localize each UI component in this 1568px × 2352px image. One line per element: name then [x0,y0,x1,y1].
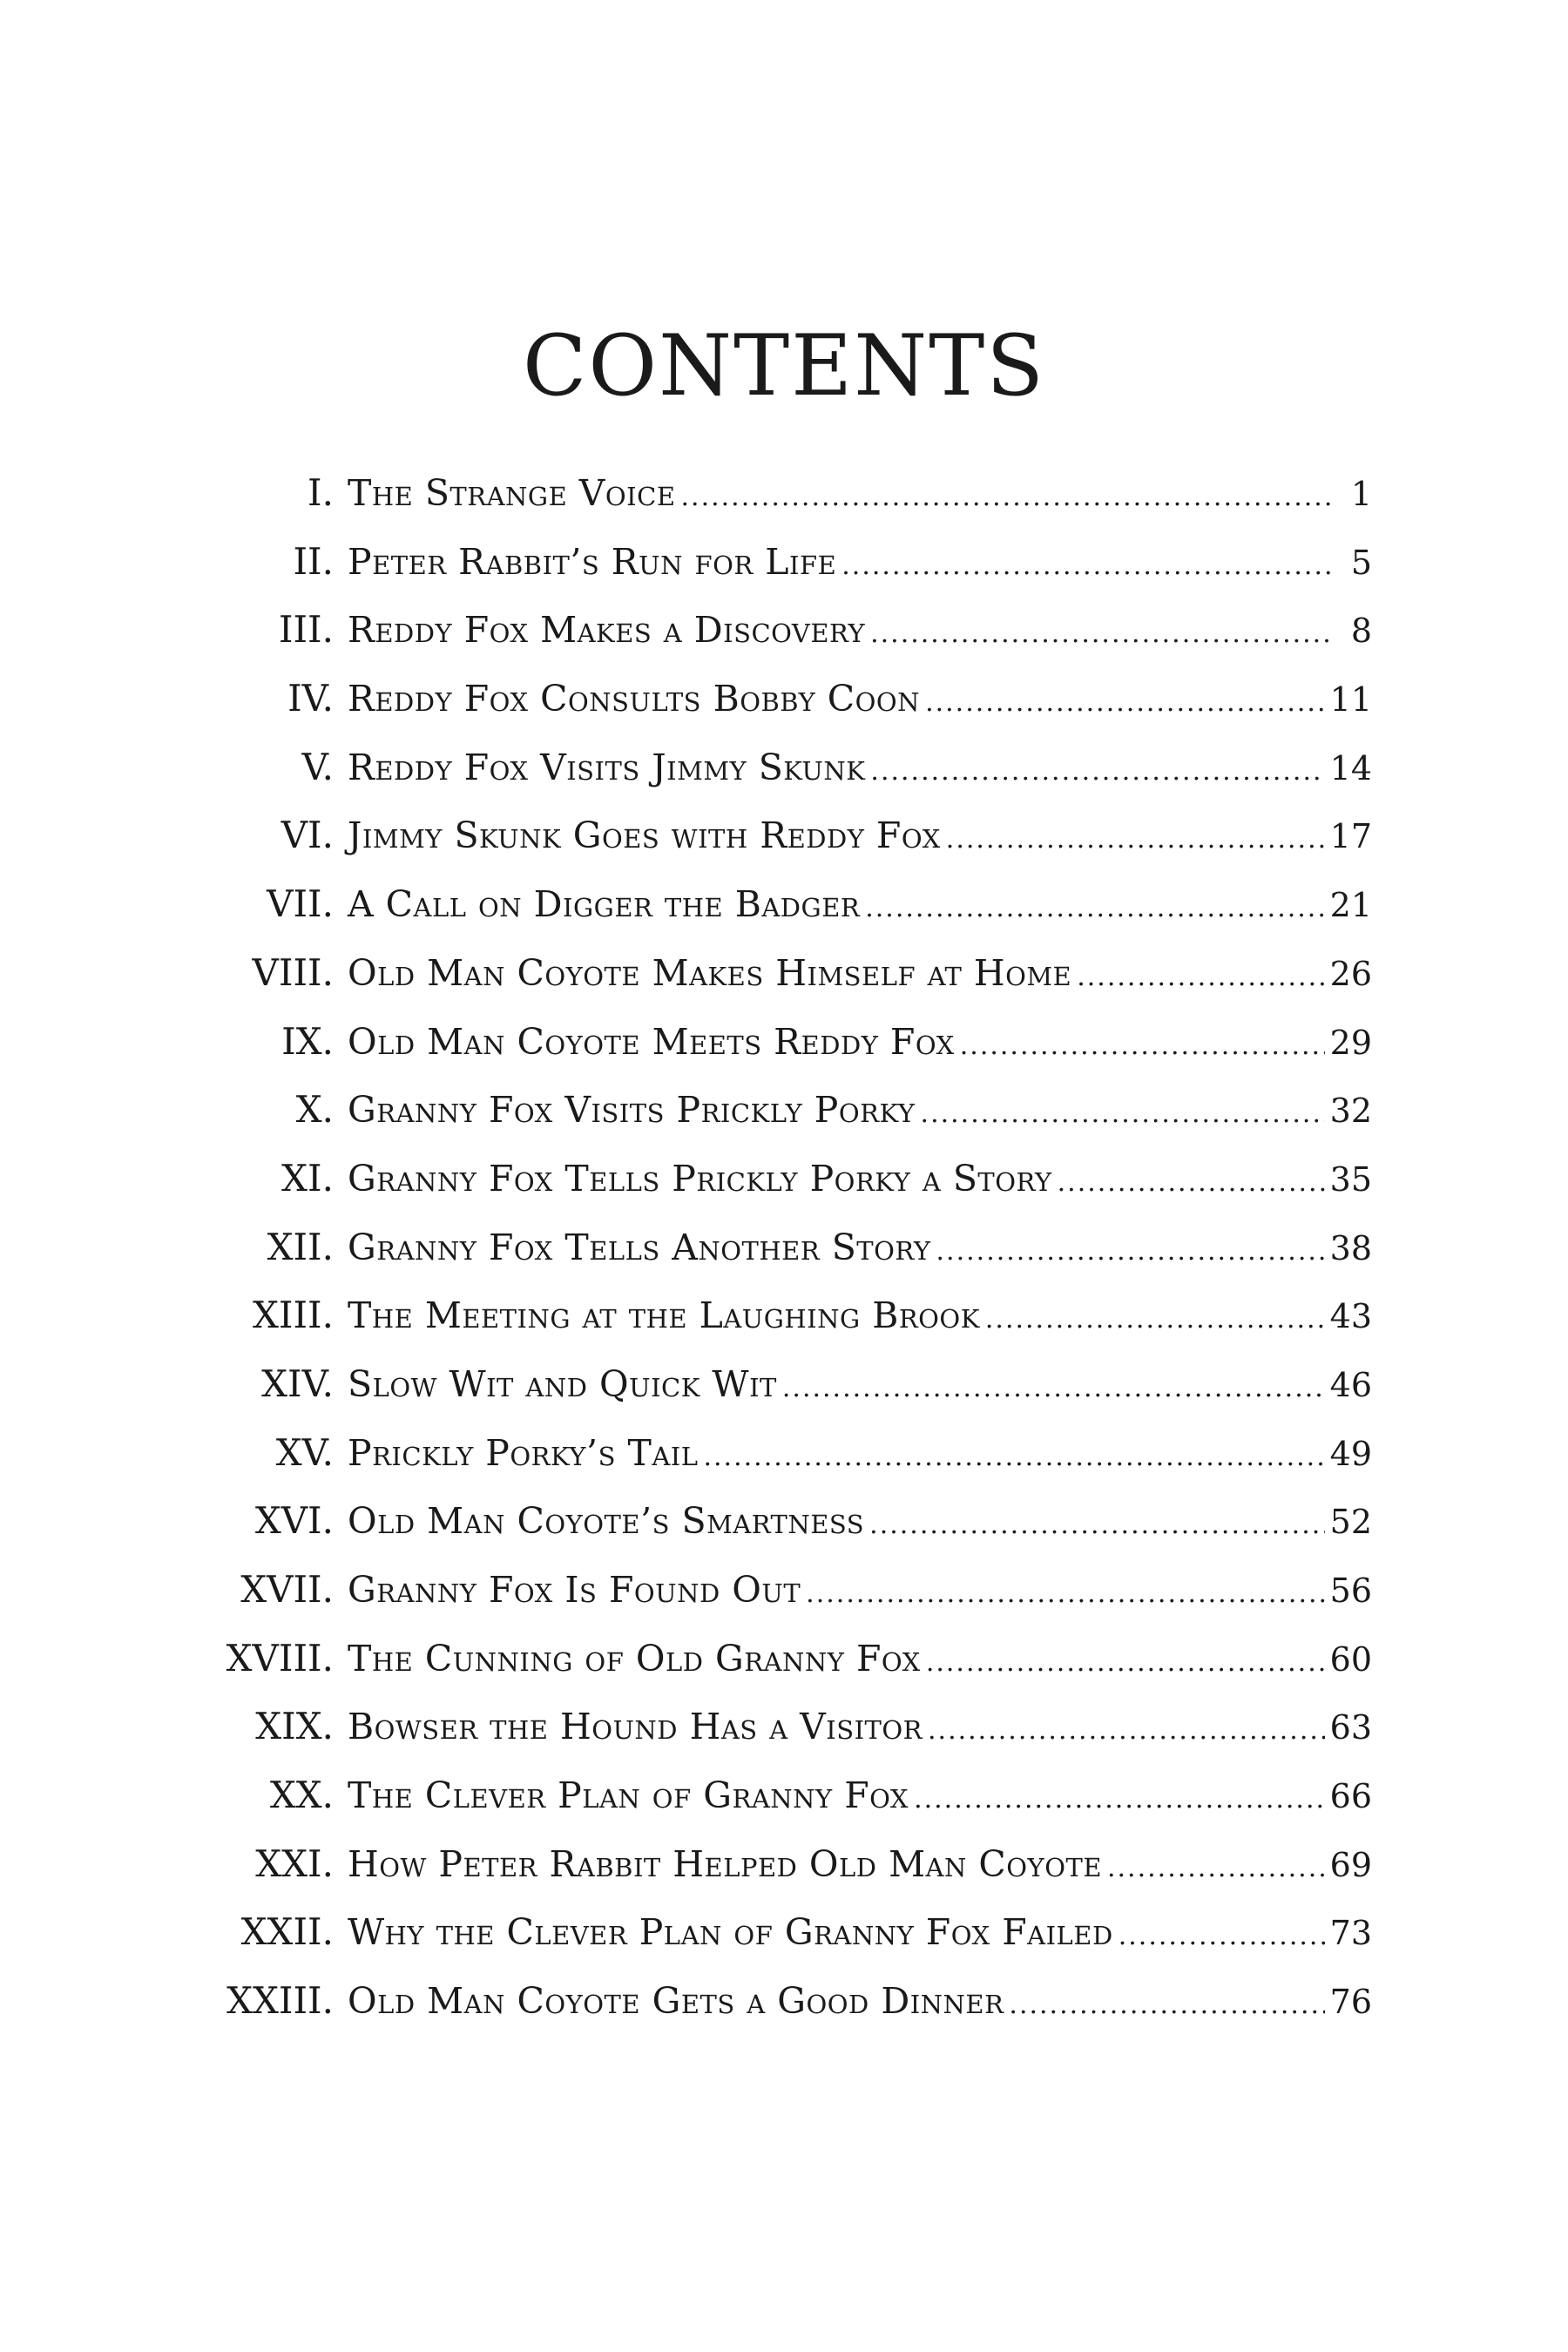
chapter-number: XI. [281,1156,334,1200]
dot-leader [782,1375,1325,1402]
dot-leader [1107,1855,1325,1882]
dot-leader [946,827,1325,853]
toc-entry[interactable] [213,1019,1372,1092]
page-number: 35 [1329,1159,1372,1199]
toc-entry[interactable] [213,882,1372,955]
toc-entry[interactable] [213,1636,1372,1709]
chapter-number: VII. [267,882,334,926]
toc-entry[interactable] [213,677,1372,749]
page-number: 1 [1350,475,1372,513]
toc-entry[interactable] [213,1499,1372,1571]
dot-leader [870,759,1324,785]
chapter-title: The Strange Voice [348,472,676,514]
chapter-title: The Meeting at the Laughing Brook [348,1294,980,1337]
chapter-title: Slow Wit and Quick Wit [348,1362,777,1405]
chapter-title: Why the Clever Plan of Granny Fox Failed [348,1911,1113,1954]
page-number: 69 [1329,1845,1372,1884]
toc-entry[interactable] [213,1430,1372,1504]
chapter-number: XVIII. [226,1636,334,1680]
chapter-number: X. [295,1088,334,1132]
chapter-title: Jimmy Skunk Goes with Reddy Fox [348,814,941,857]
toc-entry[interactable] [213,471,1372,544]
page-number: 63 [1329,1708,1372,1747]
page-number: 43 [1329,1297,1372,1336]
page-number: 32 [1329,1092,1372,1131]
chapter-number: XVI. [254,1499,334,1543]
chapter-number: XXI. [255,1842,334,1885]
toc-entry[interactable] [213,1362,1372,1435]
page-number: 11 [1329,680,1372,720]
chapter-title: Granny Fox Visits Prickly Porky [348,1089,916,1132]
chapter-number: IV. [287,677,334,720]
chapter-title: Old Man Coyote Meets Reddy Fox [348,1020,955,1063]
chapter-number: VI. [280,814,334,857]
dot-leader [1077,964,1324,990]
chapter-title: Granny Fox Tells Another Story [348,1226,931,1268]
page-number: 56 [1329,1571,1372,1610]
chapter-number: XX. [269,1774,334,1817]
chapter-title: The Cunning of Old Granny Fox [348,1637,921,1680]
chapter-title: Granny Fox Is Found Out [348,1569,801,1611]
table-of-contents [213,471,1372,2051]
chapter-number: XVII. [240,1568,334,1611]
chapter-number: XXIII. [226,1979,334,2023]
dot-leader [960,1033,1325,1059]
dot-leader [921,1101,1325,1127]
chapter-title: Granny Fox Tells Prickly Porky a Story [348,1157,1052,1200]
page-number: 14 [1329,748,1372,787]
toc-entry[interactable] [213,1979,1372,2051]
chapter-number: I. [308,471,334,514]
page-number: 73 [1329,1914,1372,1953]
page-number: 76 [1329,1983,1372,2022]
chapter-title: How Peter Rabbit Helped Old Man Coyote [348,1842,1102,1885]
toc-entry[interactable] [213,1294,1372,1366]
toc-entry[interactable] [213,1910,1372,1983]
toc-entry[interactable] [213,1705,1372,1777]
dot-leader [869,1512,1324,1538]
dot-leader [985,1307,1325,1333]
chapter-title: Reddy Fox Makes a Discovery [348,609,866,652]
dot-leader [1009,1992,1324,2018]
chapter-number: IX. [281,1019,334,1063]
chapter-title: Reddy Fox Consults Bobby Coon [348,678,921,720]
dot-leader [841,553,1332,579]
page-number: 17 [1329,817,1372,856]
chapter-number: VIII. [252,950,334,994]
toc-entry[interactable] [213,1156,1372,1229]
chapter-number: XII. [267,1225,334,1268]
page-number: 8 [1350,612,1372,651]
dot-leader [936,1239,1325,1265]
page-number: 38 [1329,1228,1372,1267]
chapter-number: XXII. [240,1910,334,1954]
page-number: 60 [1329,1639,1372,1679]
dot-leader [914,1787,1325,1813]
page-title: CONTENTS [522,317,1046,415]
dot-leader [703,1444,1324,1470]
toc-entry[interactable] [213,1774,1372,1846]
toc-entry[interactable] [213,1842,1372,1915]
chapter-title: A Call on Digger the Badger [348,883,861,926]
page-number: 66 [1329,1777,1372,1816]
chapter-number: XIII. [252,1294,334,1337]
dot-leader [926,1650,1325,1676]
chapter-title: Peter Rabbit’s Run for Life [348,540,837,583]
chapter-number: XIV. [261,1362,334,1405]
page-number: 46 [1329,1365,1372,1404]
chapter-title: Old Man Coyote’s Smartness [348,1500,865,1543]
dot-leader [681,484,1333,510]
chapter-number: XIX. [255,1705,334,1748]
page-number: 49 [1329,1434,1372,1473]
toc-entry[interactable] [213,608,1372,680]
dot-leader [806,1581,1324,1607]
dot-leader [1058,1170,1325,1196]
chapter-title: Reddy Fox Visits Jimmy Skunk [348,746,866,788]
dot-leader [870,621,1332,647]
chapter-title: Prickly Porky’s Tail [348,1431,699,1474]
chapter-title: The Clever Plan of Granny Fox [348,1774,909,1817]
toc-entry[interactable] [213,950,1372,1024]
chapter-number: V. [301,745,334,788]
chapter-title: Old Man Coyote Makes Himself at Home [348,951,1072,994]
page-number: 5 [1350,543,1372,582]
chapter-number: II. [293,539,334,583]
page-number: 52 [1329,1503,1372,1542]
chapter-number: XV. [275,1430,334,1474]
page-number: 29 [1329,1023,1372,1062]
toc-entry[interactable] [213,1088,1372,1160]
toc-entry[interactable] [213,745,1372,818]
toc-entry[interactable] [213,1225,1372,1298]
dot-leader [925,690,1325,716]
page-number: 26 [1329,954,1372,993]
chapter-title: Bowser the Hound Has a Visitor [348,1706,923,1748]
dot-leader [1119,1923,1325,1950]
dot-leader [865,896,1324,922]
page-number: 21 [1329,886,1372,925]
dot-leader [928,1718,1325,1744]
chapter-number: III. [278,608,334,652]
toc-entry[interactable] [213,1568,1372,1640]
toc-entry[interactable] [213,539,1372,612]
toc-entry[interactable] [213,814,1372,886]
chapter-title: Old Man Coyote Gets a Good Dinner [348,1980,1004,2023]
